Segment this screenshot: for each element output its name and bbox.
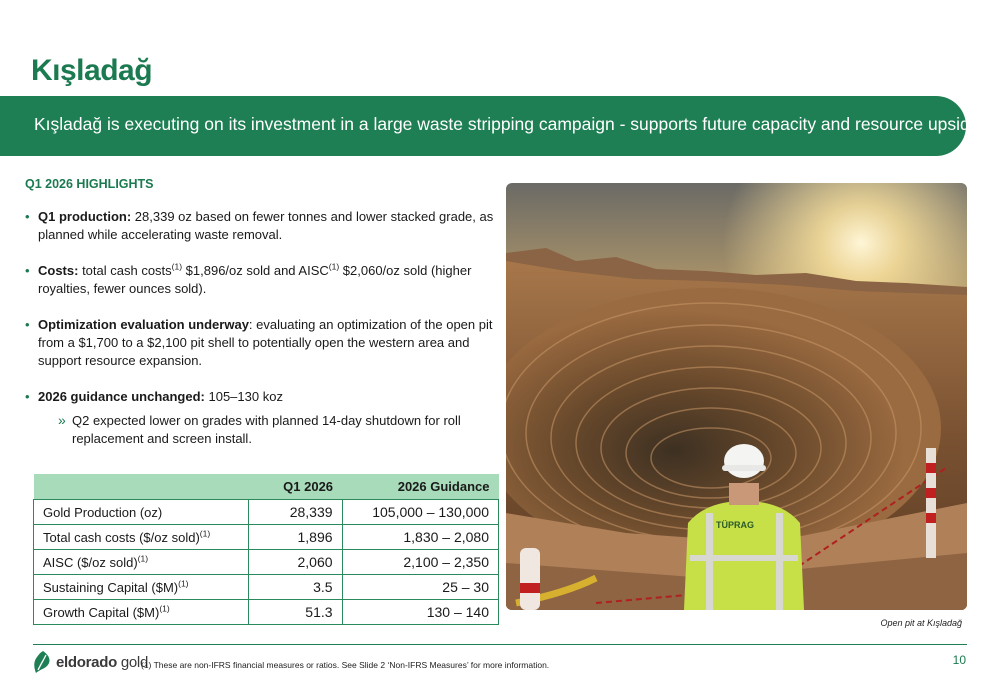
row-label: AISC ($/oz sold)$^{(1)}$ [34, 550, 249, 575]
bullet-bold: 2026 guidance unchanged: [38, 389, 205, 404]
table-header: Q1 2026 [248, 474, 342, 500]
cell-guidance: 2,100 – 2,350 [342, 550, 498, 575]
bullet-text: $2,060/oz sold (higher royalties, fewer ounces sold). [38, 263, 472, 296]
cell-guidance: 25 – 30 [342, 575, 498, 600]
row-label: Growth Capital ($M)$^{(1)}$ [34, 600, 249, 625]
open-pit-photo [506, 183, 967, 610]
footer-divider [33, 644, 967, 645]
cell-q1: 28,339 [248, 500, 342, 525]
bullet-dot: • [25, 317, 30, 332]
bullet-dot: • [25, 263, 30, 278]
cell-q1: 3.5 [248, 575, 342, 600]
guidance-table [33, 474, 499, 625]
bullet-guidance [25, 388, 507, 406]
leaf-logo-icon [33, 651, 53, 673]
table-header: 2026 Guidance [342, 474, 498, 500]
row-label: Total cash costs ($/oz sold)$^{(1)}$ [34, 525, 249, 550]
highlights-heading: Q1 2026 HIGHLIGHTS [25, 177, 154, 191]
cell-q1: 1,896 [248, 525, 342, 550]
page-title: Kışladağ [31, 54, 153, 87]
sub-bullet-text: Q2 expected lower on grades with planned 14-day shutdown for roll replacement and screen install. [72, 413, 461, 446]
open-pit-illustration [506, 183, 967, 610]
company-logo [33, 651, 148, 673]
photo-caption: Open pit at Kışladağ [880, 618, 962, 628]
bullet-text: 105–130 koz [204, 389, 283, 404]
table-row [34, 600, 499, 625]
cell-q1: 51.3 [248, 600, 342, 625]
sub-bullet-q2 [25, 412, 507, 448]
table-row [34, 575, 499, 600]
bullet-bold: Q1 production: [38, 209, 132, 224]
bullet-text: : evaluating an optimization of the open pit from a $1,700 to a $2,100 pit shell to potentially open the western area and support resource expansion. [38, 317, 493, 368]
vest-logo-text: TÜPRAG [716, 520, 754, 530]
bullet-text: 28,339 oz based on fewer tonnes and lower stacked grade, as planned while accelerating waste removal. [38, 209, 494, 242]
bullet-q1-production [25, 208, 507, 244]
footnote-ref: (1) [171, 261, 183, 272]
table-row [34, 525, 499, 550]
bullet-bold: Costs: [38, 263, 79, 278]
bullet-dot: • [25, 389, 30, 404]
bullet-optimization [25, 316, 507, 370]
table-header-row [34, 474, 499, 500]
cell-guidance: 105,000 – 130,000 [342, 500, 498, 525]
bullet-dot: • [25, 209, 30, 224]
cell-q1: 2,060 [248, 550, 342, 575]
bullet-text: total cash costs [78, 263, 172, 278]
cell-guidance: 1,830 – 2,080 [342, 525, 498, 550]
footnote-ref: (1) [328, 261, 340, 272]
row-label: Gold Production (oz) [34, 500, 249, 525]
headline-banner [0, 96, 980, 156]
page-number: 10 [952, 653, 966, 667]
table-row [34, 500, 499, 525]
chevron-icon: » [58, 412, 66, 428]
row-label: Sustaining Capital ($M)$^{(1)}$ [34, 575, 249, 600]
table-row [34, 550, 499, 575]
bullet-text: $1,896/oz sold and AISC [182, 263, 329, 278]
footnote: (1) These are non-IFRS financial measures or ratios. See Slide 2 ‘Non-IFRS Measures’ for more information. [141, 660, 550, 670]
logo-wordmark: eldorado gold [56, 653, 148, 671]
bullet-costs [25, 262, 507, 298]
bullet-bold: Optimization evaluation underway [38, 317, 249, 332]
table-header [34, 474, 249, 500]
highlights-list [25, 208, 507, 448]
headline-text: Kışladağ is executing on its investment in a large waste stripping campaign - supports future capacity and resource upside [34, 114, 980, 134]
cell-guidance: 130 – 140 [342, 600, 498, 625]
